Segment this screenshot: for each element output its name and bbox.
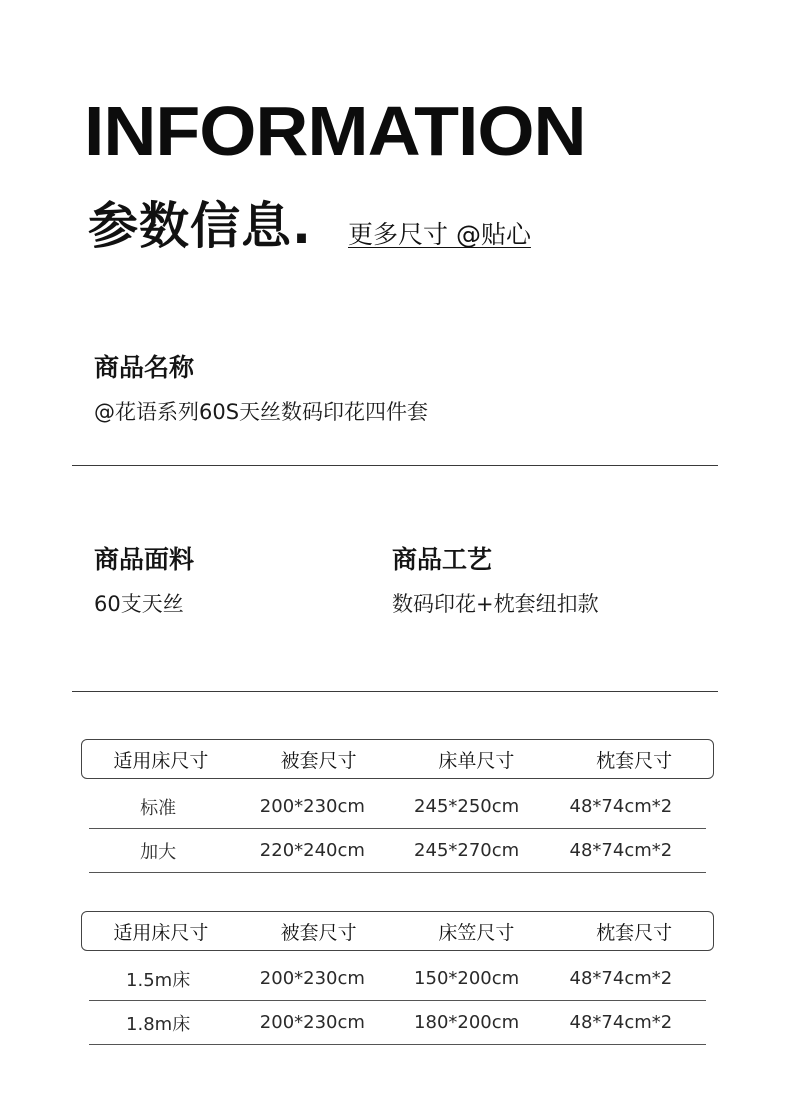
table-cell: 48*74cm*2	[569, 1012, 673, 1033]
craft-value: 数码印花+枕套纽扣款	[392, 592, 599, 616]
fabric-label: 商品面料	[94, 545, 195, 574]
size-table-1	[81, 739, 714, 873]
hero-title: INFORMATION	[84, 92, 586, 170]
table-cell: 48*74cm*2	[569, 968, 673, 989]
table-row	[89, 957, 706, 1001]
table-cell: 245*250cm	[414, 796, 520, 817]
table-row	[89, 1001, 706, 1045]
product-name-label: 商品名称	[94, 353, 195, 382]
header-cell-sheet-size: 床单尺寸	[438, 749, 515, 772]
table-cell: 48*74cm*2	[569, 840, 673, 861]
table-cell: 200*230cm	[259, 1012, 365, 1033]
header-cell-duvet-size: 被套尺寸	[280, 921, 357, 944]
divider	[72, 691, 718, 692]
table-cell: 180*200cm	[414, 1012, 520, 1033]
section-title-cn: 参数信息.	[88, 197, 312, 255]
header-cell-pillowcase-size: 枕套尺寸	[596, 749, 673, 772]
size-table-2	[81, 911, 714, 1045]
header-cell-bed-size: 适用床尺寸	[113, 749, 209, 772]
divider	[72, 465, 718, 466]
table-header	[81, 911, 714, 951]
table-cell: 1.8m床	[126, 1013, 191, 1035]
header-cell-fitted-sheet-size: 床笠尺寸	[438, 921, 515, 944]
header-cell-pillowcase-size: 枕套尺寸	[596, 921, 673, 944]
header-cell-bed-size: 适用床尺寸	[113, 921, 209, 944]
subtitle-link: 更多尺寸 @贴心	[348, 220, 531, 249]
fabric-value: 60支天丝	[94, 592, 184, 616]
table-cell: 245*270cm	[414, 840, 520, 861]
table-cell: 1.5m床	[126, 969, 191, 991]
table-row	[89, 785, 706, 829]
table-cell: 200*230cm	[259, 968, 365, 989]
table-cell: 200*230cm	[259, 796, 365, 817]
product-name-value: @花语系列60S天丝数码印花四件套	[94, 400, 429, 424]
table-row	[89, 829, 706, 873]
table-cell: 48*74cm*2	[569, 796, 673, 817]
table-cell: 加大	[140, 841, 177, 863]
table-cell: 标准	[140, 797, 177, 819]
craft-label: 商品工艺	[392, 545, 493, 574]
header-cell-duvet-size: 被套尺寸	[280, 749, 357, 772]
table-cell: 220*240cm	[259, 840, 365, 861]
table-header	[81, 739, 714, 779]
table-cell: 150*200cm	[414, 968, 520, 989]
